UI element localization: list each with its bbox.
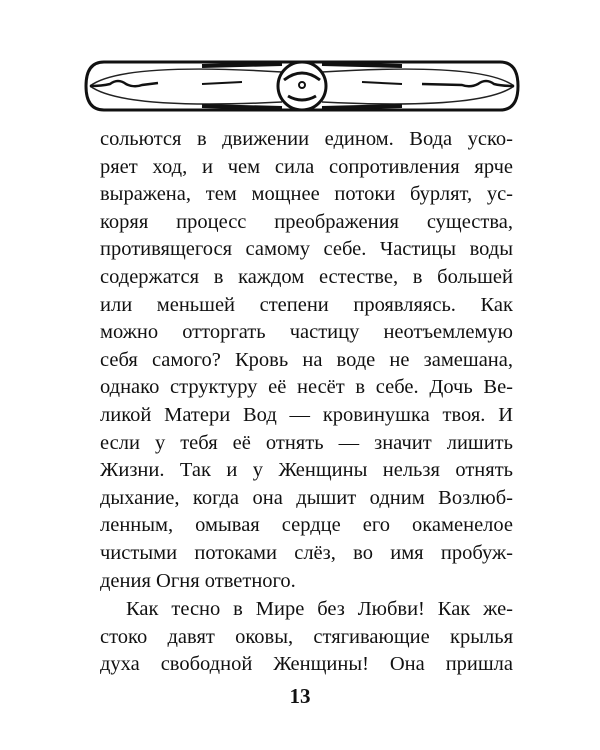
decorative-ornament-icon	[82, 58, 522, 114]
text-line: ленным, омывая сердце его окаменелое	[100, 514, 513, 537]
paragraph-2	[100, 596, 513, 679]
text-line: дения Огня ответного.	[100, 569, 296, 592]
text-line: однако структуру её несёт в себе. Дочь Ве-	[100, 376, 513, 399]
text-line: можно отторгать частицу неотъемлемую	[100, 321, 513, 344]
page-number: 13	[289, 684, 311, 708]
text-line: чистыми потоками слёз, во имя пробуж-	[100, 541, 513, 564]
text-line: дыхание, когда она дышит одним Возлюб-	[100, 486, 513, 509]
text-line: стоко давят оковы, стягивающие крылья	[100, 625, 513, 648]
text-line: коряя процесс преображения существа,	[100, 210, 513, 233]
text-line: сольются в движении едином. Вода уско-	[100, 128, 513, 150]
text-line: себя самого? Кровь на воде не замешана,	[100, 348, 513, 371]
paragraph-1	[100, 126, 513, 595]
text-line: Как тесно в Мире без Любви! Как же-	[126, 598, 513, 620]
text-line: выражена, тем мощнее потоки бурлят, ус-	[100, 183, 513, 206]
text-line: содержатся в каждом естестве, в большей	[100, 265, 513, 288]
text-line: Жизни. Так и у Женщины нельзя отнять	[100, 459, 513, 482]
text-line: противящегося самому себе. Частицы воды	[100, 238, 513, 261]
text-line: или меньшей степени проявляясь. Как	[100, 293, 513, 316]
text-line: ряет ход, и чем сила сопротивления ярче	[100, 155, 513, 178]
text-line: духа свободной Женщины! Она пришла	[100, 653, 513, 676]
text-line: ликой Матери Вод — кровинушка твоя. И	[100, 403, 513, 426]
text-line: если у тебя её отнять — значит лишить	[100, 431, 513, 454]
